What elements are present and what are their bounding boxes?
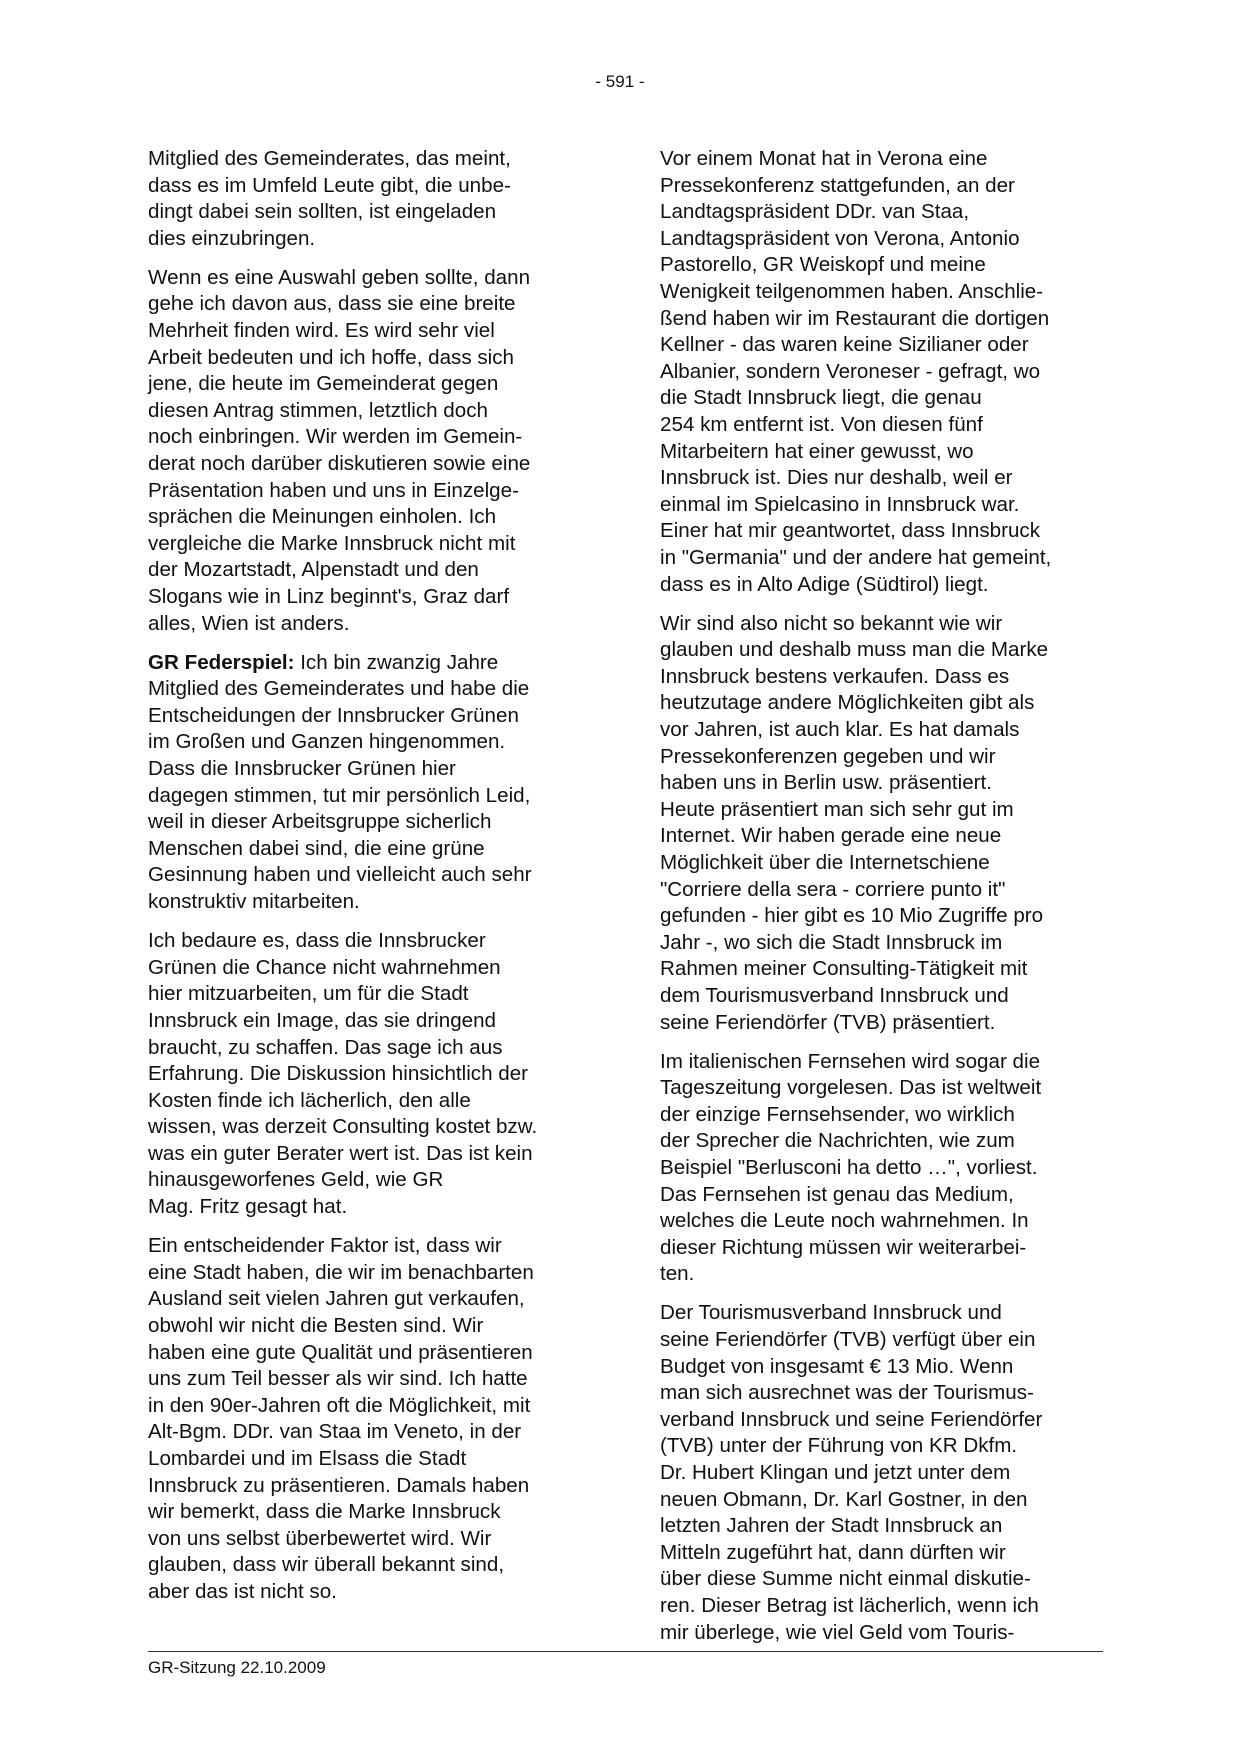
paragraph: Ich bedaure es, dass die Innsbrucker Grünen die Chance nicht wahrnehmen hier mitzuarbeiten, um für die Stadt Innsbruck ein Image, das sie dringend braucht, zu schaffen. Das sage ich aus Erfahrung. Die Diskussion hinsichtlich der Kosten finde ich lächerlich, den alle wissen, was derzeit Consulting kostet bzw. was ein guter Berater wert ist. Das ist kein hinausgeworfenes Geld, wie GR Mag. Fritz gesagt hat. — [148, 929, 538, 1219]
paragraph: Mitglied des Gemeinderates, das meint, dass es im Umfeld Leute gibt, die unbe- dingt dabei sein sollten, ist eingeladen dies einzubringen. — [148, 147, 511, 250]
speaker-name: GR Federspiel: — [148, 650, 295, 674]
paragraph: Im italienischen Fernsehen wird sogar die Tageszeitung vorgelesen. Das ist weltweit der einzige Fernsehsender, wo wirklich der Sprecher die Nachrichten, wie zum Beispiel "Berlusconi ha detto …", vorliest. Das Fernsehen ist genau das Medium, welches die Leute noch wahrnehmen. In dieser Richtung müssen wir weiterarbei- ten. — [660, 1049, 1042, 1286]
paragraph: Wir sind also nicht so bekannt wie wir glauben und deshalb muss man die Marke Innsbruck bestens verkaufen. Dass es heutzutage andere Möglichkeiten gibt als vor Jahren, ist auch klar. Es hat damals Pressekonferenzen gegeben und wir haben uns in Berlin usw. präsentiert. Heute präsentiert man sich sehr gut im Internet. Wir haben gerade eine neue Möglichkeit über die Internetschiene "Corriere della sera - corriere punto it" gefunden - hier gibt es 10 Mio Zugriffe pro Jahr -, wo sich die Stadt Innsbruck im Rahmen meiner Consulting-Tätigkeit mit dem Tourismusverband Innsbruck und seine Feriendörfer (TVB) präsentiert. — [660, 611, 1049, 1034]
footer-text: GR-Sitzung 22.10.2009 — [148, 1658, 326, 1677]
paragraph: Vor einem Monat hat in Verona eine Pressekonferenz stattgefunden, an der Landtagspräsident DDr. van Staa, Landtagspräsident von Verona, Antonio Pastorello, GR Weiskopf und meine Wenigkeit teilgenommen haben. Anschlie- ßend haben wir im Restaurant die dortigen Kellner - das waren keine Sizilianer oder Albanier, sondern Veroneser - gefragt, wo die Stadt Innsbruck liegt, die genau 254 km entfernt ist. Von diesen fünf Mitarbeitern hat einer gewusst, wo Innsbruck ist. Dies nur deshalb, weil er einmal im Spielcasino in Innsbruck war. Einer hat mir geantwortet, dass Innsbruck in "Germania" und der andere hat gemeint, dass es in Alto Adige (Südtirol) liegt. — [660, 147, 1052, 596]
left-column — [148, 146, 603, 1618]
right-column — [660, 146, 1115, 1659]
paragraph: Ein entscheidender Faktor ist, dass wir eine Stadt haben, die wir im benachbarten Ausland seit vielen Jahren gut verkaufen, obwohl wir nicht die Besten sind. Wir haben eine gute Qualität und präsentieren uns zum Teil besser als wir sind. Ich hatte in den 90er-Jahren oft die Möglichkeit, mit Alt-Bgm. DDr. van Staa im Veneto, in der Lombardei und im Elsass die Stadt Innsbruck zu präsentieren. Damals haben wir bemerkt, dass die Marke Innsbruck von uns selbst überbewertet wird. Wir glauben, dass wir überall bekannt sind, aber das ist nicht so. — [148, 1234, 534, 1603]
paragraph: GR Federspiel: Ich bin zwanzig Jahre Mitglied des Gemeinderates und habe die Entscheidungen der Innsbrucker Grünen im Großen und Ganzen hingenommen. Dass die Innsbrucker Grünen hier dagegen stimmen, tut mir persönlich Leid, weil in dieser Arbeitsgruppe sicherlich Menschen dabei sind, die eine grüne Gesinnung haben und vielleicht auch sehr konstruktiv mitarbeiten. — [148, 650, 532, 914]
paragraph: Wenn es eine Auswahl geben sollte, dann gehe ich davon aus, dass sie eine breite Mehrheit finden wird. Es wird sehr viel Arbeit bedeuten und ich hoffe, dass sich jene, die heute im Gemeinderat gegen diesen Antrag stimmen, letztlich doch noch einbringen. Wir werden im Gemein- derat noch darüber diskutieren sowie eine Präsentation haben und uns in Einzelge- sprächen die Meinungen einholen. Ich vergleiche die Marke Innsbruck nicht mit der Mozartstadt, Alpenstadt und den Slogans wie in Linz beginnt's, Graz darf alles, Wien ist anders. — [148, 265, 531, 635]
page-number: - 591 - — [595, 72, 645, 91]
paragraph: Der Tourismusverband Innsbruck und seine Feriendörfer (TVB) verfügt über ein Budget von insgesamt € 13 Mio. Wenn man sich ausrechnet was der Tourismus- verband Innsbruck und seine Feriendörfer (TVB) unter der Führung von KR Dkfm. Dr. Hubert Klingan und jetzt unter dem neuen Obmann, Dr. Karl Gostner, in den letzten Jahren der Stadt Innsbruck an Mitteln zugeführt hat, dann dürften wir über diese Summe nicht einmal diskutie- ren. Dieser Betrag ist lächerlich, wenn ich mir überlege, wie viel Geld vom Touris- — [660, 1301, 1043, 1644]
footer-divider — [148, 1651, 1103, 1652]
